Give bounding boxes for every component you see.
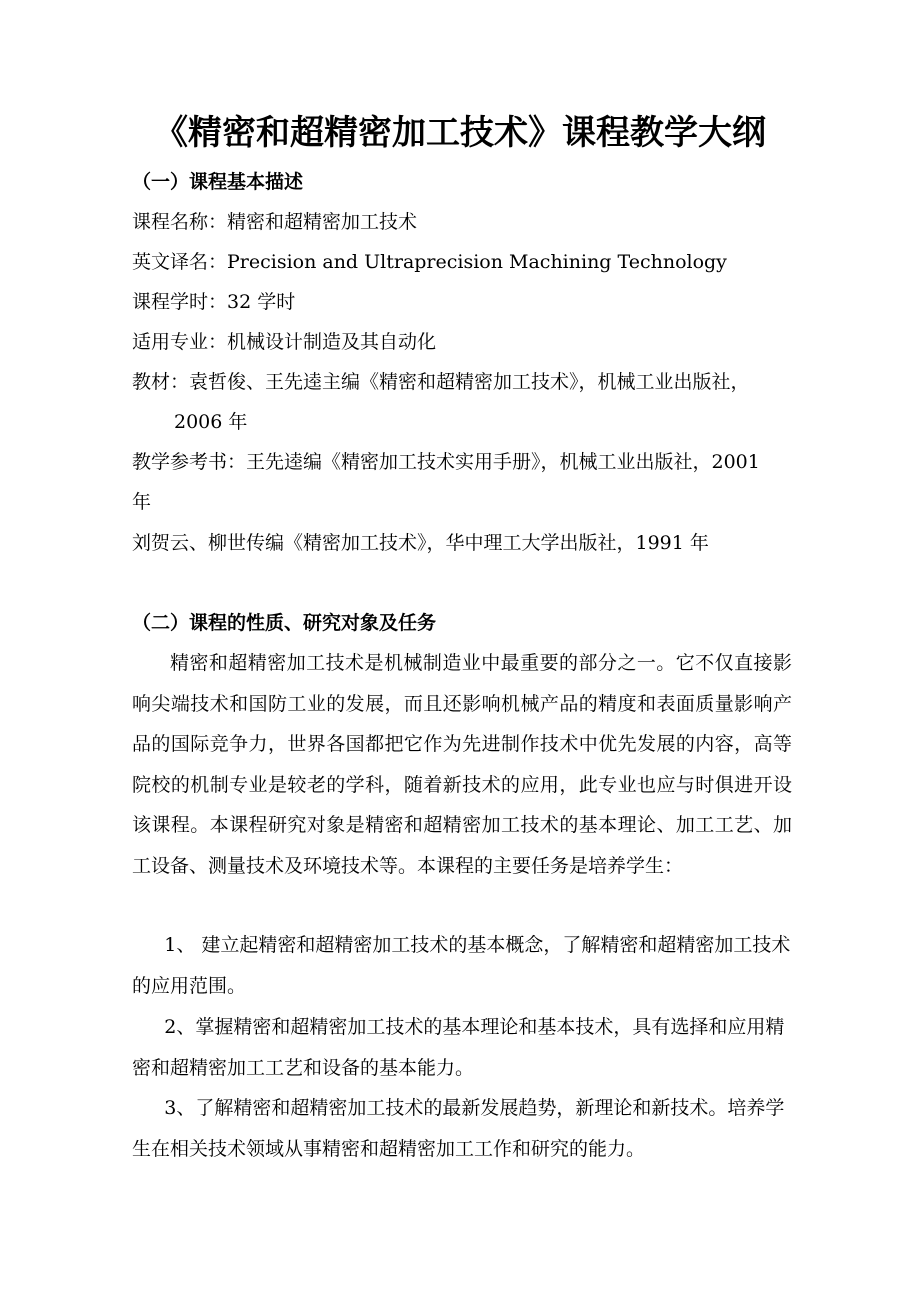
section-heading-basic-description: （一）课程基本描述 — [132, 171, 304, 193]
course-nature-paragraph: 精密和超精密加工技术是机械制造业中最重要的部分之一。它不仅直接影响尖端技术和国防工业的发展，而且还影响机械产品的精度和表面质量影响产品的国际竞争力，世界各国都把它作为先进制作技术中优先发展的内容，高等院校的机制专业是较老的学科，随着新技术的应用，此专业也应与时俱进开设该课程。本课程研究对象是精密和超精密加工技术的基本理论、加工工艺、加工设备、测量技术及环境技术等。本课程的主要任务是培养学生： — [132, 652, 792, 877]
applicable-major-line: 适用专业：机械设计制造及其自动化 — [132, 331, 437, 353]
task-item-3: 3、了解精密和超精密加工技术的最新发展趋势，新理论和新技术。培养学生在相关技术领域从事精密和超精密加工工作和研究的能力。 — [132, 1097, 785, 1160]
task-item-1: 1、 建立起精密和超精密加工技术的基本概念，了解精密和超精密加工技术的应用范围。 — [132, 934, 791, 997]
reference-book-line-2: 刘贺云、柳世传编《精密加工技术》，华中理工大学出版社，1991 年 — [132, 532, 709, 554]
task-item-2: 2、掌握精密和超精密加工技术的基本理论和基本技术，具有选择和应用精密和超精密加工工艺和设备的基本能力。 — [132, 1016, 785, 1079]
course-name-line: 课程名称：精密和超精密加工技术 — [132, 211, 418, 233]
course-hours-line: 课程学时：32 学时 — [132, 291, 296, 313]
textbook-year-line: 2006 年 — [174, 411, 248, 433]
english-name-line: 英文译名：Precision and Ultraprecision Machining Technology — [132, 251, 727, 273]
section-heading-nature-and-tasks: （二）课程的性质、研究对象及任务 — [132, 612, 437, 634]
reference-book-year-line: 年 — [132, 491, 152, 513]
reference-book-line: 教学参考书：王先逵编《精密加工技术实用手册》，机械工业出版社，2001 — [132, 451, 760, 473]
textbook-line: 教材：袁哲俊、王先逵主编《精密和超精密加工技术》，机械工业出版社， — [132, 371, 750, 393]
document-title: 《精密和超精密加工技术》课程教学大纲 — [154, 113, 766, 153]
